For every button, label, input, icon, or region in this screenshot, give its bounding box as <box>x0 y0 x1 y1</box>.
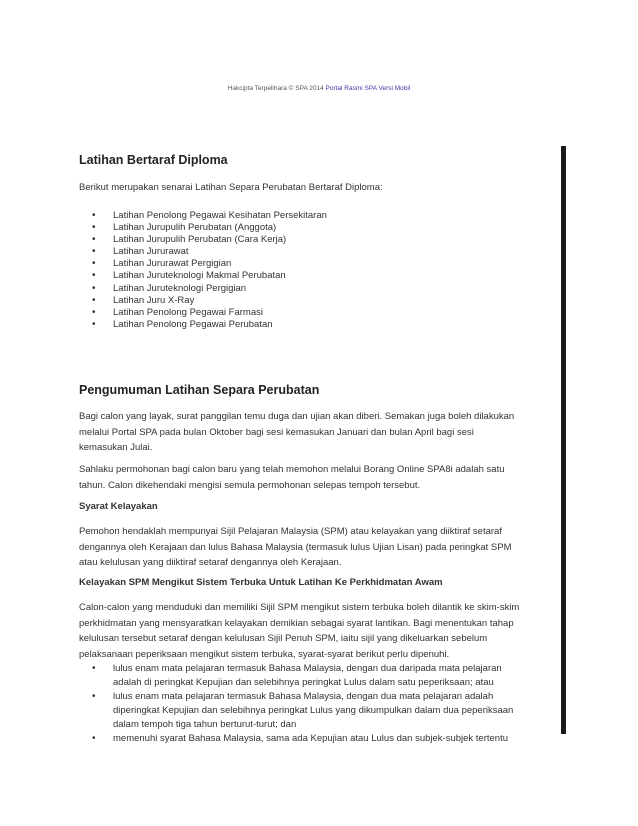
list-item: • Latihan Jurupulih Perubatan (Cara Kerja) <box>79 234 327 246</box>
announcement-paragraph-3 <box>79 524 561 571</box>
diploma-list <box>79 210 327 331</box>
list-line: adalah di peringkat Kepujian dan selebihnya peringkat Lulus dalam satu peperiksaan; atau <box>113 677 494 688</box>
announcement-paragraph-2 <box>79 462 561 493</box>
mobile-portal-link[interactable]: Portal Rasmi SPA Versi Mobil <box>325 85 411 92</box>
list-item: • Latihan Juruteknologi Pergigian <box>79 283 327 295</box>
list-item: • Latihan Penolong Pegawai Kesihatan Persekitaran <box>79 210 327 222</box>
paragraph-line: pelaksanaan peperiksaan mengikut sistem terbuka, syarat-syarat berikut perlu dipenuhi. <box>79 648 450 660</box>
paragraph-line: kemasukan Julai. <box>79 442 153 453</box>
paragraph-line: atau kelulusan yang diiktiraf setaraf dengannya oleh Kerajaan. <box>79 557 342 568</box>
paragraph-line: perkhidmatan yang mensyaratkan kelayakan demikian sebagai syarat lantikan. Bagi menentukan tahap <box>79 617 514 629</box>
list-item: • Latihan Juru X-Ray <box>79 295 327 307</box>
list-line: • lulus enam mata pelajaran termasuk Bahasa Malaysia, dengan dua mata pelajaran adalah <box>113 691 494 702</box>
requirements-list <box>79 662 513 746</box>
list-item: • Latihan Penolong Pegawai Farmasi <box>79 307 327 319</box>
paragraph-line: Calon-calon yang menduduki dan memiliki Sijil SPM mengikut sistem terbuka boleh dilantik ke skim-skim <box>79 602 520 613</box>
list-item: • Latihan Jurupulih Perubatan (Anggota) <box>79 222 327 234</box>
spm-subheading: Kelayakan SPM Mengikut Sistem Terbuka Untuk Latihan Ke Perkhidmatan Awam <box>79 577 443 588</box>
announcement-paragraph-4 <box>79 600 561 662</box>
list-item <box>79 662 513 690</box>
paragraph-line: Bagi calon yang layak, surat panggilan temu duga dan ujian akan diberi. Semakan juga boleh dilakukan <box>79 411 515 422</box>
page-edge-bar <box>561 146 566 734</box>
announcement-heading: Pengumuman Latihan Separa Perubatan <box>79 383 320 397</box>
paragraph-line: tahun. Calon dikehendaki mengisi semula permohonan selepas tempoh tersebut. <box>79 479 421 491</box>
copyright-footer <box>0 85 638 92</box>
list-item: • Latihan Jururawat Pergigian <box>79 258 327 270</box>
copyright-text: Hakcipta Terpelihara © SPA 2014 <box>227 85 324 92</box>
paragraph-line: Pemohon hendaklah mempunyai Sijil Pelajaran Malaysia (SPM) atau kelayakan yang diiktiraf setaraf <box>79 526 502 537</box>
paragraph-line: kelulusan tersebut setaraf dengan kelulusan Sijil Penuh SPM, iaitu sijil yang dikeluarkan sebelum <box>79 633 488 644</box>
list-item <box>79 690 513 732</box>
list-item: • Latihan Jururawat <box>79 246 327 258</box>
list-item: • Latihan Juruteknologi Makmal Perubatan <box>79 270 327 282</box>
paragraph-line: melalui Portal SPA pada bulan Oktober bagi sesi kemasukan Januari dan bulan April bagi sesi <box>79 426 474 438</box>
list-item: • Latihan Penolong Pegawai Perubatan <box>79 319 327 331</box>
list-line: dalam tempoh tiga tahun berturut-turut; dan <box>113 719 297 730</box>
paragraph-line: dengannya oleh Kerajaan dan lulus Bahasa Malaysia (termasuk lulus Ujian Lisan) pada peringkat SPM <box>79 541 512 553</box>
list-line: • lulus enam mata pelajaran termasuk Bahasa Malaysia, dengan dua daripada mata pelajaran <box>113 663 502 674</box>
diploma-intro: Berikut merupakan senarai Latihan Separa Perubatan Bertaraf Diploma: <box>79 182 383 193</box>
list-line: • memenuhi syarat Bahasa Malaysia, sama ada Kepujian atau Lulus dan subjek-subjek tertentu <box>113 733 509 744</box>
paragraph-line: Sahlaku permohonan bagi calon baru yang telah memohon melalui Borang Online SPA8i adalah satu <box>79 464 505 475</box>
list-line: diperingkat Kepujian dan selebihnya peringkat Lulus yang dikumpulkan dalam dua peperiksaan <box>113 705 514 716</box>
syarat-subheading: Syarat Kelayakan <box>79 501 158 512</box>
diploma-heading: Latihan Bertaraf Diploma <box>79 153 228 167</box>
announcement-paragraph-1 <box>79 409 561 456</box>
list-item <box>79 732 513 746</box>
